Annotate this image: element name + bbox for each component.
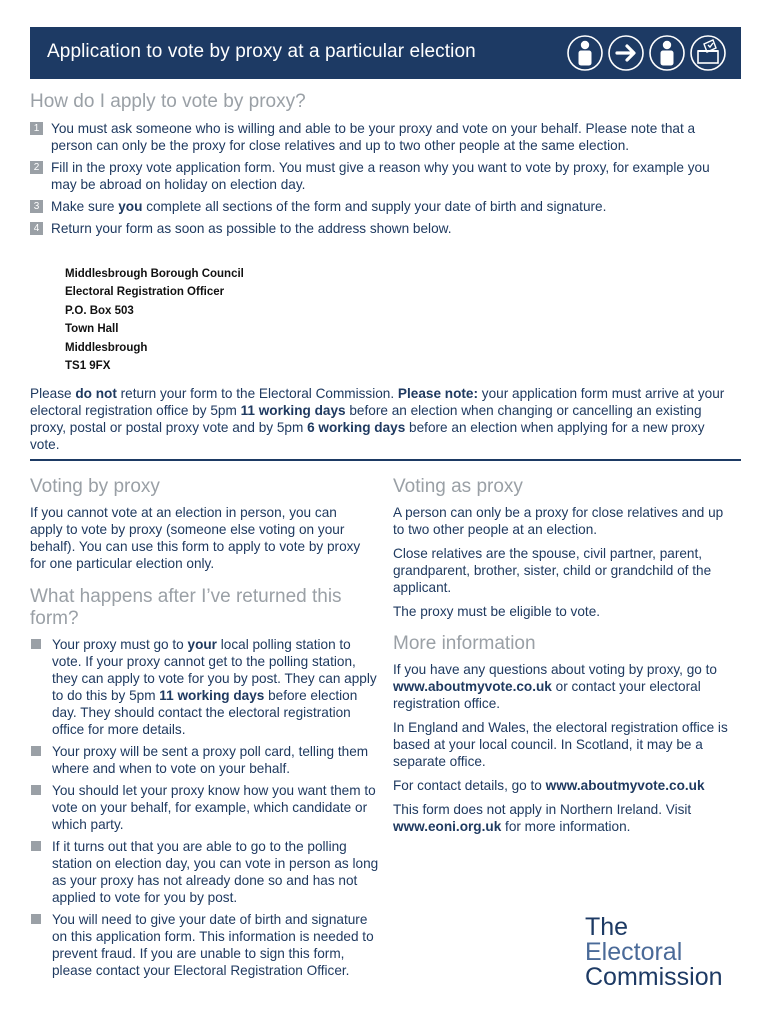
voting-as-proxy-section <box>393 476 738 627</box>
text-span: complete all sections of the form and supply your date of birth and signature. <box>142 199 607 214</box>
step-text: Return your form as soon as possible to the address shown below. <box>51 221 452 236</box>
text-span: This form does not apply in Northern Ireland. Visit <box>393 802 692 817</box>
step-text: You must ask someone who is willing and able to be your proxy and vote on your behalf. Please note that a person can only be the proxy for close relatives and up to two other people at the same election. <box>51 121 696 153</box>
text-span: for more information. <box>501 819 631 834</box>
text-span: before an election when changing or cancelling an existing proxy, postal or postal proxy vote and by 5pm <box>30 403 702 435</box>
emphasis: 11 working days <box>159 688 265 703</box>
steps-list <box>30 120 720 242</box>
more-info-heading: More information <box>393 633 536 654</box>
banner-icons <box>566 34 727 72</box>
bullet-icon <box>31 914 41 924</box>
list-item <box>30 743 382 777</box>
address-line: Middlesbrough <box>65 341 148 354</box>
more-info-p1 <box>393 661 738 712</box>
more-info-p4 <box>393 801 738 835</box>
emphasis: 11 working days <box>240 403 346 418</box>
voting-as-proxy-p1: A person can only be a proxy for close relatives and up to two other people at an election. <box>393 505 724 537</box>
step-1 <box>30 120 720 154</box>
more-info-p2: In England and Wales, the electoral registration office is based at your local council. In Scotland, it may be a separate office. <box>393 720 728 769</box>
more-info-p3 <box>393 777 738 794</box>
aboutmyvote-link[interactable]: www.aboutmyvote.co.uk <box>545 778 705 793</box>
voting-as-proxy-heading: Voting as proxy <box>393 476 523 497</box>
address-line: Town Hall <box>65 323 119 336</box>
how-to-apply-heading: How do I apply to vote by proxy? <box>30 91 306 112</box>
after-return-heading: What happens after I’ve returned this form? <box>30 586 342 629</box>
voting-by-proxy-text: If you cannot vote at an election in person, you can apply to vote by proxy (someone else voting on your behalf). You can use this form to apply to vote by proxy for one particular election only. <box>30 505 361 571</box>
list-item <box>30 782 382 833</box>
person-icon <box>648 34 686 72</box>
step-text <box>51 198 606 215</box>
emphasis: 6 working days <box>307 420 406 435</box>
step-text: Fill in the proxy vote application form. You must give a reason why you want to vote by proxy, for example you may be abroad on holiday on election day. <box>51 160 710 192</box>
address-line: Electoral Registration Officer <box>65 286 225 299</box>
text-span: If you have any questions about voting by proxy, go to <box>393 662 717 677</box>
aboutmyvote-link[interactable]: www.aboutmyvote.co.uk <box>393 679 552 694</box>
list-item-text: If it turns out that you are able to go to the polling station on election day, you can vote in person as long as your proxy has not already done so and has not applied to vote for you by post. <box>52 839 379 905</box>
text-span: before election day. They should contact the electoral registration office for more details. <box>52 688 358 737</box>
return-address <box>65 265 244 375</box>
address-line: Middlesbrough Borough Council <box>65 268 244 280</box>
logo-line: Electoral <box>585 938 683 966</box>
list-item <box>30 636 382 738</box>
emphasis: do not <box>75 386 117 401</box>
text-span: local polling station to vote. If your proxy cannot get to the polling station, they can apply to vote for you by post. They can apply to do this by 5pm <box>52 637 377 703</box>
text-span: For contact details, go to <box>393 778 546 793</box>
bullet-icon <box>31 841 41 851</box>
bullet-icon <box>31 639 41 649</box>
after-return-list <box>30 636 382 984</box>
header-banner <box>30 27 741 79</box>
page-title: Application to vote by proxy at a particular election <box>47 41 476 62</box>
more-info-section <box>393 633 738 842</box>
list-item-text: You should let your proxy know how you want them to vote on your behalf, for example, which candidate or which party. <box>52 783 376 832</box>
text-span: Your proxy must go to <box>52 637 188 652</box>
text-span: or contact your electoral registration office. <box>393 679 701 711</box>
emphasis: Please note: <box>397 386 479 401</box>
voting-by-proxy-heading: Voting by proxy <box>30 476 160 497</box>
step-3 <box>30 198 720 215</box>
bullet-icon <box>31 785 41 795</box>
arrow-right-icon <box>607 34 645 72</box>
deadline-note <box>30 385 736 453</box>
text-span: Make sure <box>51 199 119 214</box>
person-icon <box>566 34 604 72</box>
step-4 <box>30 220 720 237</box>
electoral-commission-logo <box>585 915 723 990</box>
step-2 <box>30 159 720 193</box>
list-item-text <box>52 636 382 738</box>
list-item <box>30 838 382 906</box>
text-span: return your form to the Electoral Commission. <box>116 386 398 401</box>
bullet-icon <box>31 746 41 756</box>
ballot-box-icon <box>689 34 727 72</box>
step-number: 4 <box>30 222 43 235</box>
voting-as-proxy-p3: The proxy must be eligible to vote. <box>393 604 601 619</box>
voting-by-proxy-section <box>30 476 365 579</box>
list-item-text: Your proxy will be sent a proxy poll card, telling them where and when to vote on your behalf. <box>52 744 369 776</box>
list-item-text: You will need to give your date of birth and signature on this application form. This information is needed to prevent fraud. If you are unable to sign this form, please contact your Electoral Registration Officer. <box>52 912 374 978</box>
text-span: your application form must arrive at your electoral registration office by 5pm <box>30 386 725 418</box>
step-number: 1 <box>30 122 43 135</box>
address-line: TS1 9FX <box>65 360 111 373</box>
text-span: before an election when applying for a new proxy vote. <box>30 420 705 452</box>
address-line: P.O. Box 503 <box>65 304 134 317</box>
list-item <box>30 911 382 979</box>
emphasis: you <box>118 199 143 214</box>
step-number: 2 <box>30 161 43 174</box>
logo-line: The <box>585 913 629 941</box>
text-span: Please <box>30 386 76 401</box>
step-number: 3 <box>30 200 43 213</box>
logo-line: Commission <box>585 963 723 991</box>
emphasis: your <box>187 637 217 652</box>
section-divider <box>30 459 741 461</box>
eoni-link[interactable]: www.eoni.org.uk <box>393 819 502 834</box>
voting-as-proxy-p2: Close relatives are the spouse, civil partner, parent, grandparent, brother, sister, child or grandchild of the applicant. <box>393 546 712 595</box>
